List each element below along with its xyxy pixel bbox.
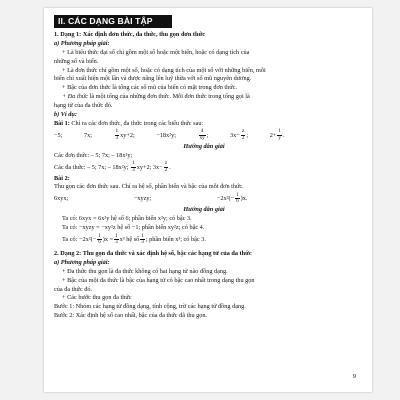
- dang2-title: 2. Dạng 2: Thu gọn đa thức và xác định hệ số, bậc các hạng tử của đa thức: [54, 250, 252, 258]
- bai2-ans3-tail: ; phần biến x³; có bậc 3.: [145, 236, 206, 244]
- bullet4-text: là một tổng của những đơn thức. Mỗi đơn thức trong tổng gọi là: [88, 93, 250, 101]
- bai1-expr-7-tail: .: [282, 131, 285, 139]
- bai2-expr-3-paren: (−: [228, 195, 235, 203]
- bai2-expr-2: −xyzy;: [133, 195, 152, 203]
- dang2-bullet2-cont: của đa thức đó.: [54, 285, 93, 293]
- bai2-guide-heading: Hướng dẫn giải: [183, 206, 225, 214]
- bai2-answer-2: Ta có: −xyzy = −xy²z hệ số −1; phần biến xy²z; có bậc 4.: [62, 224, 205, 232]
- dang2-bullet1: + Đa thức thu gọn là đa thức không có hai hạng tử nào đồng dạng.: [62, 267, 228, 275]
- bai1-ans2-fraction-2: $\frac{z}{2}$: [164, 160, 168, 173]
- dang2-bullet3: + Các bước thu gọn đa thức: [62, 294, 132, 302]
- bai1-expr-7-fraction: $\frac{1}{y}$: [278, 128, 281, 141]
- bai2-expr-3-close: )x.: [240, 195, 248, 203]
- dang1-bullet2: + Là đơn thức chỉ gồm một số, hoặc có dạng tích của một số với những biến, mỗi: [62, 66, 266, 74]
- bai2-ans3-fraction-2: $\frac{1}{3}$: [115, 232, 118, 246]
- dang2-method-heading: a) Phương pháp giải:: [54, 258, 110, 266]
- dang1-example-heading: b) Ví dụ:: [54, 111, 77, 119]
- bai1-expr-3-fraction: $\frac{1}{3}$: [115, 128, 119, 141]
- dang2-step1: Bước 1: Nhóm các hạng tử đồng dạng, tính cộng, trừ các hạng tử đồng dạng.: [54, 303, 246, 311]
- bai2-ans3-fraction-3: $\frac{1}{3}$: [141, 232, 144, 246]
- bai1-answer-monomials: Các đơn thức: – 5; 7x; – 18x²y;: [54, 151, 133, 159]
- bai1-expr-6: 3x−: [230, 131, 240, 139]
- page-number: 9: [352, 373, 356, 380]
- bullet4-term: + Đa thức: [62, 93, 89, 101]
- bai1-expr-6-tail: ;: [246, 131, 249, 139]
- bai2-expressions: [54, 192, 354, 206]
- bai2-ans3-mid2: x³ hệ số: [119, 236, 140, 244]
- bai1-ans2-tail: .: [169, 163, 171, 171]
- bai2-ans3-mid: )x =: [102, 236, 114, 244]
- dang1-method-heading: a) Phương pháp giải:: [54, 39, 110, 47]
- bai1-expr-6-fraction: $\frac{z}{2}$: [241, 128, 245, 141]
- bai1-expr-5-fraction: $\frac{4}{xy}$: [199, 128, 205, 141]
- bai2-answer-1: Ta có: 6xyx = 6x²y hệ số 6; phần biến x²y; có bậc 3.: [62, 215, 192, 223]
- dang2-bullet2: + Bậc của một đa thức là bậc của hạng tử có bậc cao nhất trong dạng thu gọn: [62, 276, 255, 284]
- dang1-bullet1-cont: những số và biến.: [54, 57, 99, 65]
- bai1-prompt: [54, 120, 354, 129]
- bai1-expr-4: −18x²y;: [156, 131, 176, 139]
- bai1-text: Chỉ ra các đơn thức, đa thức trong các biểu thức sau:: [69, 119, 204, 127]
- dang1-bullet2-cont: biến chỉ xuất hiện một lần và được nâng lên luỹ thừa với số mũ nguyên dương.: [54, 75, 252, 83]
- bai2-label: Bài 2:: [54, 174, 70, 182]
- bai1-ans2-mid: xy+2; 3x−: [136, 163, 163, 171]
- bai2-ans3-fraction-1: $\frac{1}{6}$: [98, 232, 101, 246]
- bai1-expr-5-tail: ;: [206, 131, 209, 139]
- dang1-title: 1. Dạng 1: Xác định đơn thức, đa thức, thu gọn đơn thức: [54, 31, 206, 38]
- bai1-answer-polynomials: [54, 161, 354, 175]
- bai2-ans3-paren: (−: [90, 236, 97, 244]
- dang1-bullet4-cont: hạng tử của đa thức đó.: [54, 102, 113, 110]
- bai2-expr-3-lead: −2x²: [216, 195, 229, 203]
- bai1-expr-1: −5;: [54, 131, 63, 139]
- dang1-bullet1: + Là biểu thức đại số chỉ gồm một số hoặc một biến, hoặc có dạng tích của: [62, 48, 250, 56]
- bai2-expr-3-fraction: $\frac{1}{6}$: [236, 191, 239, 205]
- document-page: [44, 8, 372, 392]
- page-content: [54, 31, 354, 321]
- dang1-bullet4: [54, 93, 354, 102]
- bai1-expressions: [54, 129, 354, 143]
- section-title: II. CÁC DẠNG BÀI TẬP: [54, 15, 172, 28]
- dang1-bullet3: + Bậc của đơn thức là tổng các số mũ của biến có mặt trong đơn thức.: [62, 84, 238, 92]
- bai1-expr-7: 2+: [269, 131, 277, 139]
- bai2-expr-1: 6xyx;: [54, 195, 69, 203]
- bai1-guide-heading: Hướng dẫn giải: [183, 142, 225, 150]
- bai1-expr-2: 7x;: [83, 131, 92, 139]
- bai1-expr-3: xy+2;: [120, 131, 135, 139]
- dang2-step2: Bước 2: Xác định hệ số cao nhất, bậc của đa thức đã thu gọn.: [54, 312, 208, 320]
- bai2-answer-3: [54, 233, 354, 247]
- bai2-text: Thu gọn các đơn thức sau. Chỉ ra hệ số, phần biến và bậc của mỗi đơn thức.: [54, 183, 244, 191]
- bai1-ans2-fraction: $\frac{1}{3}$: [132, 160, 135, 173]
- bai1-label: Bài 1:: [54, 119, 70, 127]
- bai2-ans3-lead: Ta có: −2x²: [62, 236, 91, 244]
- bai1-ans2-lead: Các đa thức: – 5; 7x; – 18x²y;: [54, 163, 129, 171]
